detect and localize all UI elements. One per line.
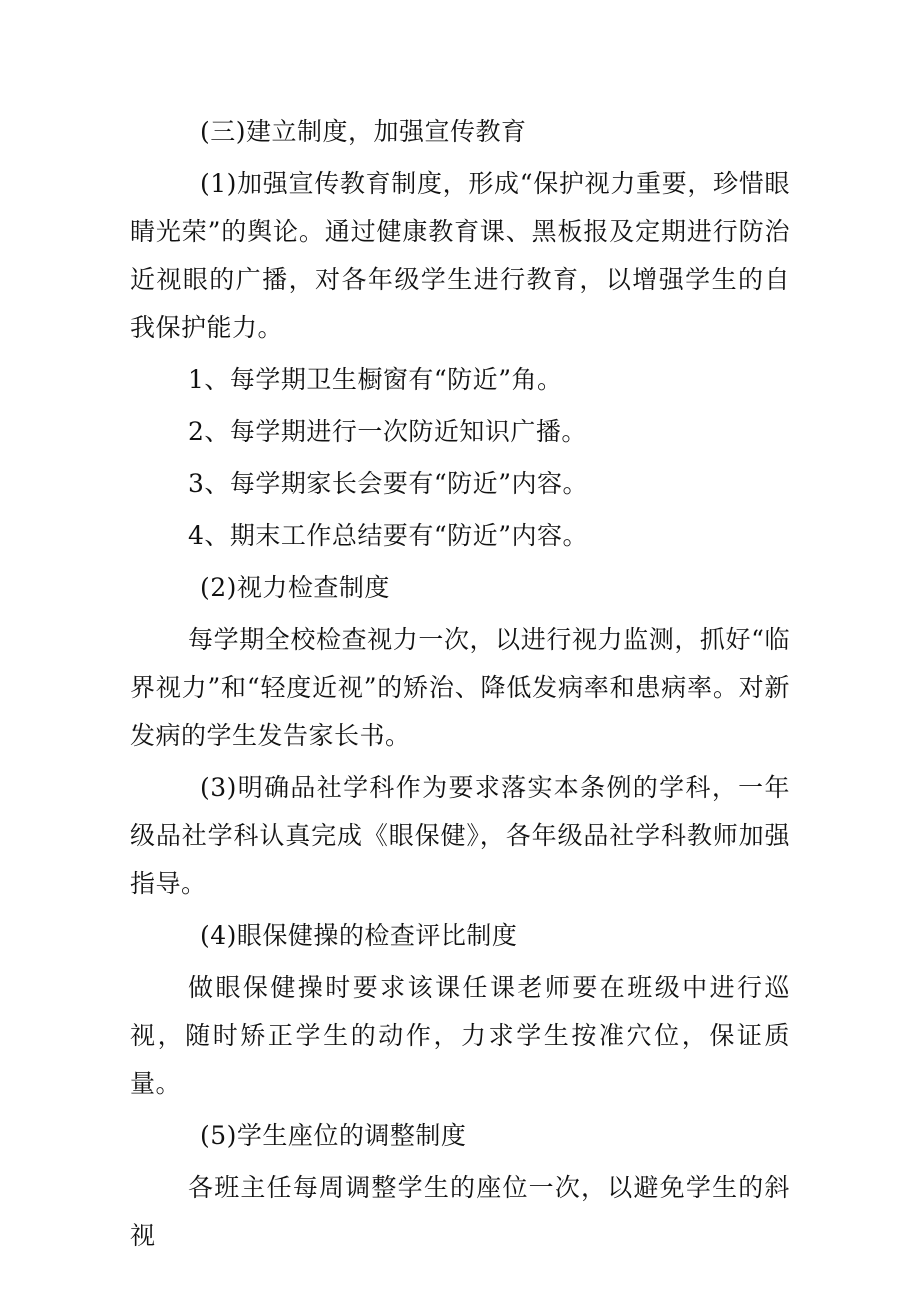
section-heading: (三)建立制度，加强宣传教育 bbox=[200, 117, 527, 146]
paragraph-publicity-system: (1)加强宣传教育制度，形成“保护视力重要，珍惜眼睛光荣”的舆论。通过健康教育课、黑板报及定期进行防治近视眼的广播，对各年级学生进行教育，以增强学生的自我保护能力。 bbox=[130, 169, 790, 342]
paragraph-vision-check: 每学期全校检查视力一次，以进行视力监测，抓好“临界视力”和“轻度近视”的矫治、降低发病率和患病率。对新发病的学生发告家长书。 bbox=[130, 625, 790, 750]
subheading-seat-adjustment: (5)学生座位的调整制度 bbox=[200, 1121, 467, 1150]
list-item-4: 4、期末工作总结要有“防近”内容。 bbox=[188, 521, 588, 550]
paragraph-seat-adjustment: 各班主任每周调整学生的座位一次，以避免学生的斜视 bbox=[130, 1173, 790, 1250]
list-item-1: 1、每学期卫生橱窗有“防近”角。 bbox=[188, 365, 563, 394]
document-body bbox=[130, 108, 790, 1264]
subheading-eye-exercise: (4)眼保健操的检查评比制度 bbox=[200, 921, 518, 950]
subheading-vision-check: (2)视力检查制度 bbox=[200, 573, 390, 602]
paragraph-eye-exercise: 做眼保健操时要求该课任课老师要在班级中进行巡视，随时矫正学生的动作，力求学生按准穴位，保证质量。 bbox=[130, 973, 790, 1098]
paragraph-subject-requirement: (3)明确品社学科作为要求落实本条例的学科，一年级品社学科认真完成《眼保健》，各年级品社学科教师加强指导。 bbox=[130, 773, 790, 898]
list-item-2: 2、每学期进行一次防近知识广播。 bbox=[188, 417, 587, 446]
list-item-3: 3、每学期家长会要有“防近”内容。 bbox=[188, 469, 588, 498]
